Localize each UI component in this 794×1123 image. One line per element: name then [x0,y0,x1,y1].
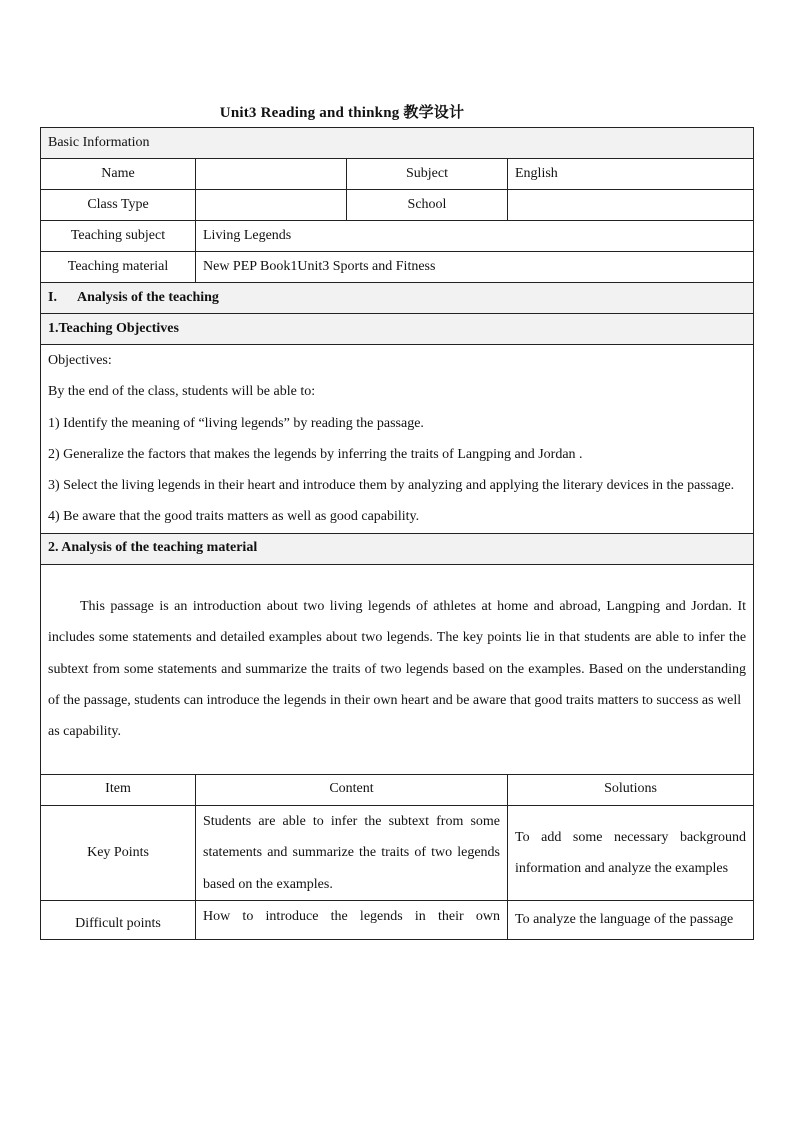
basic-info-header: Basic Information [41,128,754,159]
objectives-line: 2) Generalize the factors that makes the legends by inferring the traits of Langping and Jordan . [48,446,583,462]
subject-value[interactable]: English [508,159,754,190]
class-type-school-row [41,190,754,221]
points-header-solutions: Solutions [508,774,754,805]
objectives-line: 4) Be aware that the good traits matters as well as good capability. [48,509,420,525]
objectives-line: By the end of the class, students will be able to: [48,384,316,400]
material-body-row [41,564,754,774]
teaching-material-value[interactable]: New PEP Book1Unit3 Sports and Fitness [196,252,754,283]
lesson-plan-table [40,127,754,940]
difficult-points-item: Difficult points [41,901,196,940]
objectives-line: 1) Identify the meaning of “living legends” by reading the passage. [48,415,424,431]
points-header-item: Item [41,774,196,805]
subject-label: Subject [347,159,508,190]
key-points-row [41,805,754,901]
class-type-label: Class Type [41,190,196,221]
teaching-subject-row [41,221,754,252]
section-1-heading [41,283,754,314]
name-subject-row [41,159,754,190]
section-1-title: Analysis of the teaching [76,289,219,305]
difficult-points-solution: To analyze the language of the passage [508,901,754,940]
name-value[interactable] [196,159,347,190]
difficult-points-row [41,901,754,940]
teaching-subject-value[interactable]: Living Legends [196,221,754,252]
objectives-heading-row [41,314,754,345]
material-analysis-body [41,564,754,774]
section-1-number: I. [48,289,57,305]
material-paragraph-tail: as capability. [48,724,121,740]
school-label: School [347,190,508,221]
school-value[interactable] [508,190,754,221]
objectives-line: Objectives: [48,353,112,368]
key-points-content: Students are able to infer the subtext from some statements and summarize the traits of two legends based on the examples. [196,805,508,901]
key-points-item: Key Points [41,805,196,901]
teaching-material-label: Teaching material [41,252,196,283]
objectives-heading: 1.Teaching Objectives [41,314,754,345]
points-header-content: Content [196,774,508,805]
objectives-body-row [41,345,754,534]
page-title: Unit3 Reading and thinkng 教学设计 [219,105,465,121]
points-header-row [41,774,754,805]
section-1-row [41,283,754,314]
name-label: Name [41,159,196,190]
objectives-body [41,345,754,534]
material-heading-row [41,533,754,564]
material-paragraph: This passage is an introduction about two living legends of athletes at home and abroad, Langping and Jordan. It includes some statements and detailed examples about two legends. The key points lie in that students are able to infer the subtext from some statements and summarize the traits of two legends based on the examples. Based on the understanding of the passage, students can introduce the legends in their own heart and be aware that good traits matters to success as well [48,599,747,708]
key-points-solution: To add some necessary background information and analyze the examples [508,805,754,901]
basic-info-header-row [41,128,754,159]
teaching-material-row [41,252,754,283]
objectives-line: 3) Select the living legends in their heart and introduce them by analyzing and applying the literary devices in the passage. [48,478,735,494]
difficult-points-content: How to introduce the legends in their own [196,901,508,940]
teaching-subject-label: Teaching subject [41,221,196,252]
class-type-value[interactable] [196,190,347,221]
material-analysis-heading: 2. Analysis of the teaching material [41,533,754,564]
